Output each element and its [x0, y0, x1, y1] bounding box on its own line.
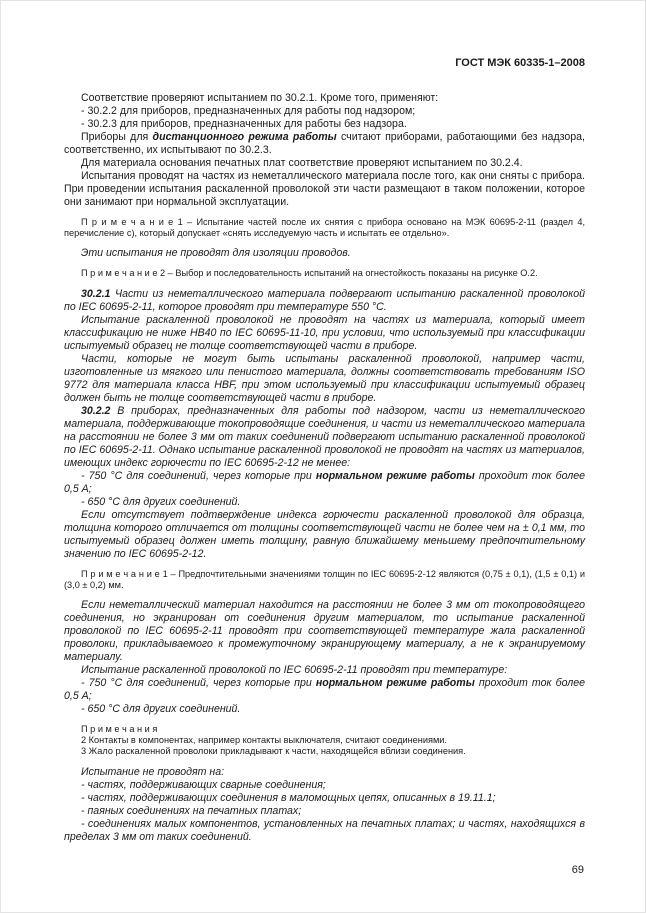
paragraph	[64, 247, 585, 260]
text-run: - 650 °С для других соединений.	[81, 703, 241, 716]
paragraph	[64, 217, 585, 239]
emphasis-run: дистанционного режима работы	[152, 131, 337, 143]
text-run: Если отсутствует подтверждение индекса горючести раскаленной проволокой для образца, толщина которого отличается от толщины соответствующей части не более чем на ± 0,1 мм, то испытуемый образец должен иметь толщину, равную ближайшему меньшему предпочтительному значению по IEC 60695-2-12.	[64, 508, 585, 560]
text-run: - 30.2.3 для приборов, предназначенных для работы без надзора.	[81, 118, 407, 130]
paragraph	[64, 805, 585, 818]
paragraph	[64, 314, 585, 353]
paragraph	[64, 118, 585, 131]
paragraph	[64, 818, 585, 844]
paragraph	[64, 268, 585, 279]
paragraph	[64, 405, 585, 470]
paragraph	[64, 664, 585, 677]
paragraph	[64, 779, 585, 792]
page-content	[64, 57, 585, 844]
paragraph	[64, 157, 585, 170]
paragraph	[64, 496, 585, 509]
emphasis-run: 30.2.2	[81, 404, 111, 417]
text-run: - соединениях малых компонентов, установленных на печатных платах; и частях, находящихся в пределах 3 мм от таких соединений.	[64, 817, 585, 843]
text-run: 2 Контакты в компонентах, например контакты выключателя, считают соединениями.	[81, 735, 447, 746]
paragraph	[64, 724, 585, 735]
text-run: - 750 °С для соединений, через которые при	[81, 469, 316, 482]
emphasis-run: 30.2.1	[81, 287, 111, 300]
doc-code: ГОСТ МЭК 60335-1–2008	[455, 57, 585, 69]
emphasis-run: нормальном режиме работы	[315, 469, 475, 482]
text-run: Соответствие проверяют испытанием по 30.2.1. Кроме того, применяют:	[81, 92, 439, 104]
paragraph	[64, 353, 585, 405]
text-run: Испытание не проводят на:	[81, 765, 225, 778]
page-number: 69	[571, 864, 584, 876]
paragraph	[64, 131, 585, 157]
text-run: 3 Жало раскаленной проволоки прикладывают к части, находящейся вблизи соединения.	[81, 746, 466, 757]
text-run: Испытания проводят на частях из неметаллического материала после того, как они сняты с прибора. При проведении испытания раскаленной проволокой эти части размещают в таком положении, которое они занимают при нормальной эксплуатации.	[64, 170, 585, 208]
text-run: - 750 °С для соединений, через которые при	[81, 677, 316, 690]
text-run: В приборах, предназначенных для работы под надзором, части из неметаллического материала, поддерживающие токопроводящие соединения, и части из неметаллического материала на расстоянии не более 3 мм от таких соединений подвергают испытанию раскаленной проволокой по IEC 60695-2-11. Однако испытание раскаленной проволокой не проводят на частях из материалов, имеющих индекс горючести по IEC 60695-2-12 не менее:	[64, 404, 585, 469]
paragraph	[64, 792, 585, 805]
text-run: - частях, поддерживающих соединения в маломощных цепях, описанных в 19.11.1;	[81, 791, 496, 804]
paragraph	[64, 746, 585, 757]
text-run: П р и м е ч а н и е 1 – Испытание частей после их снятия с прибора основано на МЭК 60695-2-11 (раздел 4, перечисление с), который допускает «снять исследуемую часть и испытать ее отдельно».	[64, 217, 585, 239]
text-run: Части, которые не могут быть испытаны раскаленной проволокой, например части, изготовленные из мягкого или пенистого материала, должны соответствовать требованиям ISO 9772 для материала класса HBF, при этом используемый при классификации испытуемый образец должен быть не толще соответствующей части в приборе.	[64, 352, 585, 404]
text-run: Испытание раскаленной проволокой не проводят на частях из материала, который имеет классификацию не ниже НВ40 по IEC 60695-11-10, при условии, что используемый при классификации испытуемый образец не толще соответствующей части в приборе.	[64, 313, 585, 352]
paragraph	[64, 509, 585, 561]
text-run: Если неметаллический материал находится на расстоянии не более 3 мм от токопроводящего соединения, но экранирован от соединения другим материалом, то испытание раскаленной проволокой по IEC 60695-2-11 проводят при соответствующей температуре жала раскаленной проволоки, прикладываемого к промежуточному экранирующему материалу, а не к экранируемому материалу.	[64, 599, 585, 664]
text-run: проходит ток более 0,5 А;	[64, 677, 585, 703]
text-run: - частях, поддерживающих сварные соединения;	[81, 778, 326, 791]
paragraph	[64, 170, 585, 209]
paragraph	[64, 735, 585, 746]
text-run: проходит ток более 0,5 А;	[64, 469, 585, 495]
text-run: - паяных соединениях на печатных платах;	[81, 804, 302, 817]
paragraph	[64, 766, 585, 779]
paragraph	[64, 105, 585, 118]
text-run: П р и м е ч а н и е 1 – Предпочтительными значениями толщин по IEC 60695-2-12 являются (0,75 ± 0,1), (1,5 ± 0,1) и (3,0 ± 0,2) мм.	[64, 568, 585, 590]
paragraph	[64, 92, 585, 105]
paragraph	[64, 599, 585, 664]
text-run: Испытание раскаленной проволокой по IEC 60695-2-11 проводят при температуре:	[81, 664, 508, 677]
text-run: Части из неметаллического материала подвергают испытанию раскаленной проволокой по IEC 60695-2-11, которое проводят при температуре 550 °С.	[64, 287, 585, 313]
emphasis-run: нормальном режиме работы	[315, 677, 475, 690]
document-body	[64, 92, 585, 844]
text-run: - 650 °С для других соединений.	[81, 495, 241, 508]
text-run: - 30.2.2 для приборов, предназначенных для работы под надзором;	[81, 105, 416, 117]
paragraph	[64, 569, 585, 591]
paragraph	[64, 470, 585, 496]
text-run: П р и м е ч а н и е 2 – Выбор и последовательность испытаний на огнестойкость показаны на рисунке О.2.	[81, 268, 538, 279]
text-run: Приборы для	[81, 131, 153, 143]
paragraph	[64, 703, 585, 716]
text-run: Эти испытания не проводят для изоляции проводов.	[81, 247, 351, 260]
text-run: считают приборами, работающими без надзора, соответственно, их испытывают по 30.2.3.	[64, 131, 585, 156]
paragraph	[64, 677, 585, 703]
paragraph	[64, 288, 585, 314]
text-run: П р и м е ч а н и я	[81, 724, 158, 735]
text-run: Для материала основания печатных плат соответствие проверяют испытанием по 30.2.4.	[81, 157, 523, 169]
